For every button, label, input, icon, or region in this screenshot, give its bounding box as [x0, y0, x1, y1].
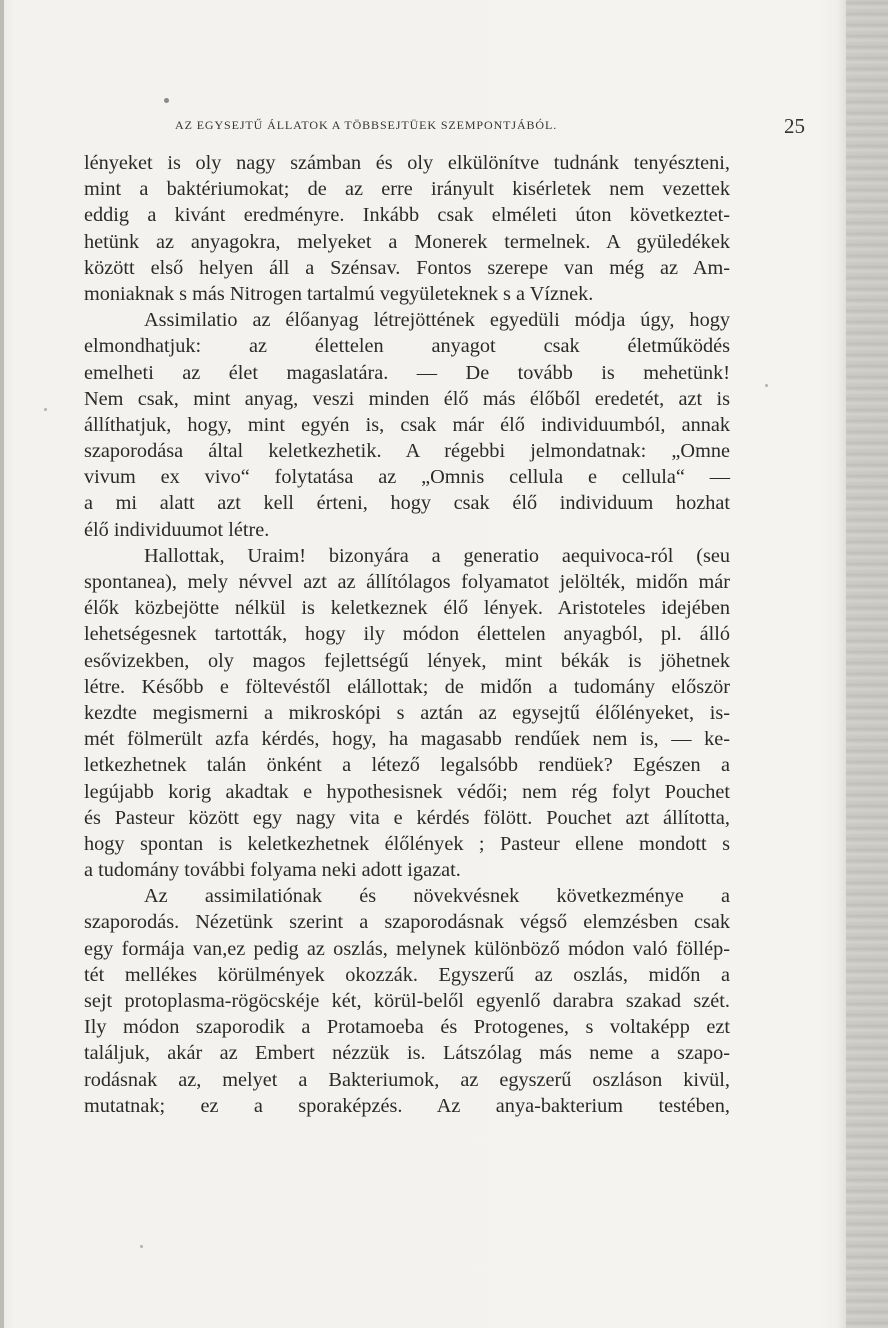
paper-speck: [140, 1245, 143, 1248]
text-line: rodásnak az, melyet a Bakteriumok, az egyszerű oszláson kivül,: [84, 1068, 730, 1091]
text-line: esővizekben, oly magos fejlettségű lények, mint békák is jöhetnek: [84, 649, 730, 672]
text-line: mutatnak; ez a sporaképzés. Az anya-bakterium testében,: [84, 1094, 730, 1117]
text-line: mét fölmerült azfa kérdés, hogy, ha magasabb rendűek nem is, — ke-: [84, 728, 730, 751]
text-line: Hallottak, Uraim! bizonyára a generatio aequivoca-ról (seu: [144, 544, 730, 567]
running-header-title: AZ EGYSEJTŰ ÁLLATOK A TÖBBSEJTÜEK SZEMPONTJÁBÓL.: [175, 118, 558, 132]
text-line: egy formája van,ez pedig az oszlás, melynek különböző módon való föllép-: [84, 937, 730, 960]
text-line: hetünk az anyagokra, melyeket a Monerek termelnek. A gyüledékek: [84, 230, 730, 253]
text-line: és Pasteur között egy nagy vita e kérdés fölött. Pouchet azt állította,: [84, 806, 730, 829]
text-line: mint a baktériumokat; de az erre irányult kisérletek nem vezettek: [84, 178, 730, 201]
text-line: kezdte megismerni a mikroskópi s aztán az egysejtű élőlényeket, is-: [84, 701, 730, 724]
page-left-edge: [0, 0, 4, 1328]
text-line: szaporodás. Nézetünk szerint a szaporodásnak végső elemzésben csak: [84, 911, 730, 934]
text-line: élő individuumot létre.: [84, 518, 270, 541]
text-line: a mi alatt azt kell érteni, hogy csak élő individuum hozhat: [84, 492, 730, 515]
text-line: a tudomány további folyama neki adott igazat.: [84, 859, 461, 882]
text-line: legújabb korig akadtak e hypothesisnek védői; nem rég folyt Pouchet: [84, 780, 730, 803]
paper-speck: [44, 408, 47, 411]
page-number: 25: [784, 114, 805, 138]
text-line: eddig a kivánt eredményre. Inkább csak elméleti úton következtet-: [84, 204, 730, 227]
text-line: elmondhatjuk: az élettelen anyagot csak életműködés: [84, 335, 730, 358]
text-line: lényeket is oly nagy számban és oly elkülönítve tudnánk tenyészteni,: [84, 152, 730, 174]
text-line: hogy spontan is keletkezhetnek élőlények ; Pasteur ellene mondott s: [84, 832, 730, 855]
text-line: sejt protoplasma-rögöcskéje két, körül-belől egyenlő darabra szakad szét.: [84, 990, 730, 1012]
text-line: letkezhetnek talán önként a létező legalsóbb rendüek? Egészen a: [84, 754, 730, 777]
text-line: emelheti az élet magaslatára. — De tovább is mehetünk!: [84, 361, 730, 384]
text-line: létre. Később e föltevéstől elállottak; de midőn a tudomány először: [84, 675, 730, 698]
text-line: között első helyen áll a Szénsav. Fontos szerepe van még az Am-: [84, 256, 730, 279]
text-line: Nem csak, mint anyag, veszi minden élő más élőből eredetét, azt is: [84, 387, 730, 410]
text-line: vivum ex vivo“ folytatása az „Omnis cellula e cellula“ —: [84, 466, 730, 489]
text-line: tét mellékes körülmények okozzák. Egyszerű az oszlás, midőn a: [84, 963, 730, 986]
text-line: szaporodása által keletkezhetik. A régebbi jelmondatnak: „Omne: [84, 440, 730, 463]
text-line: lehetségesnek tartották, hogy ily módon élettelen anyagból, pl. álló: [84, 623, 730, 646]
text-line: Assimilatio az élőanyag létrejöttének egyedüli módja úgy, hogy: [144, 309, 730, 332]
text-line: moniaknak s más Nitrogen tartalmú vegyületeknek s a Víznek.: [84, 282, 594, 305]
paper-speck: [765, 384, 768, 387]
ink-mark: [164, 98, 169, 103]
text-line: spontanea), mely névvel azt az állítólagos folyamatot jelölték, midőn már: [84, 571, 730, 593]
running-header: [175, 114, 805, 138]
text-line: élők közbejötte nélkül is keletkeznek élő lények. Aristoteles idejében: [84, 597, 730, 620]
text-line: állíthatjuk, hogy, mint egyén is, csak már élő individuumból, annak: [84, 413, 730, 436]
text-line: Ily módon szaporodik a Protamoeba és Protogenes, s voltaképp ezt: [84, 1016, 730, 1039]
text-line: találjuk, akár az Embert nézzük is. Látszólag más neme a szapo-: [84, 1042, 730, 1065]
body-text: [84, 150, 730, 1119]
text-line: Az assimilatiónak és növekvésnek következménye a: [144, 885, 730, 908]
book-gutter-edge: [846, 0, 888, 1328]
